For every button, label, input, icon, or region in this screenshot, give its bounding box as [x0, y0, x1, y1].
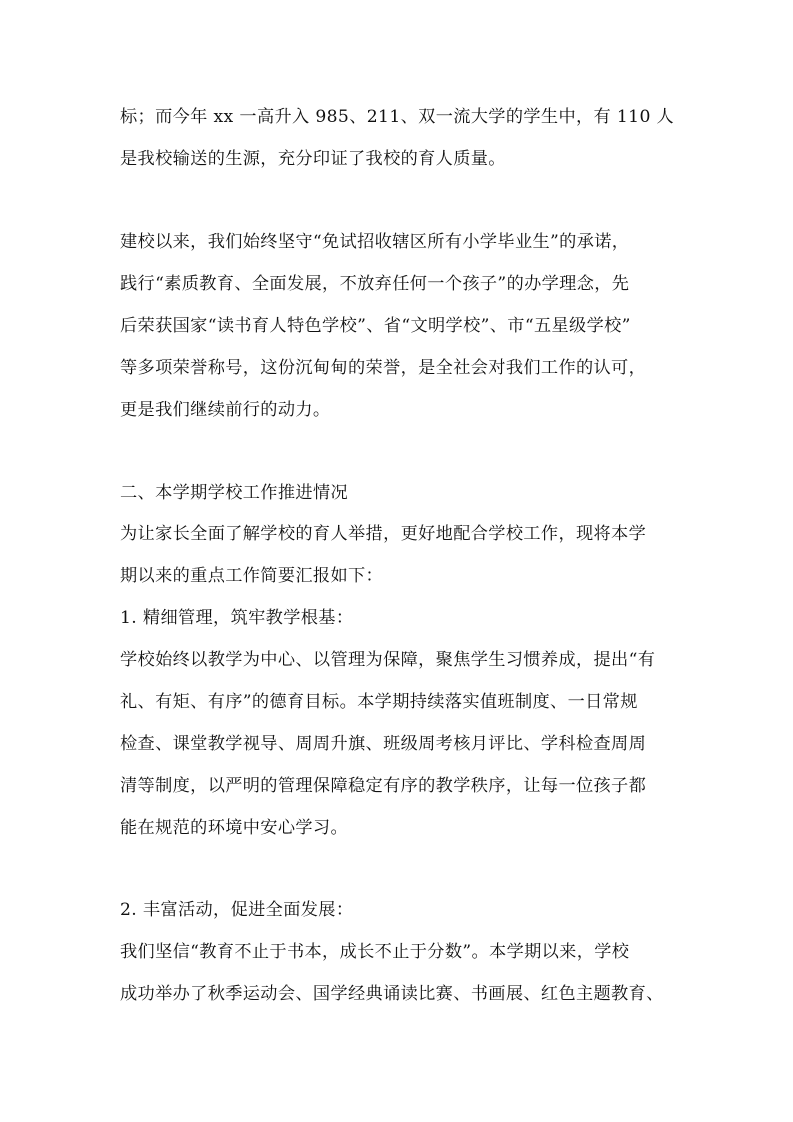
text-line: 建校以来，我们始终坚守“免试招收辖区所有小学毕业生”的承诺， — [120, 232, 630, 252]
subheading: 1. 精细管理，筑牢教学根基： — [120, 608, 354, 628]
text-line: 我们坚信“教育不止于书本，成长不止于分数”。本学期以来，学校 — [120, 942, 630, 962]
text-line: 为让家长全面了解学校的育人举措，更好地配合学校工作，现将本学 — [120, 524, 647, 544]
section-heading: 二、本学期学校工作推进情况 — [120, 483, 348, 503]
text-line: 等多项荣誉称号，这份沉甸甸的荣誉，是全社会对我们工作的认可， — [120, 358, 647, 378]
text-line: 学校始终以教学为中心、以管理为保障，聚焦学生习惯养成，提出“有 — [120, 650, 656, 670]
text-line: 能在规范的环境中安心学习。 — [120, 818, 348, 838]
text-line: 检查、课堂教学视导、周周升旗、班级周考核月评比、学科检查周周 — [120, 734, 647, 754]
text-line: 清等制度，以严明的管理保障稳定有序的教学秩序，让每一位孩子都 — [120, 776, 647, 796]
subheading: 2. 丰富活动，促进全面发展： — [120, 900, 354, 920]
text-line: 更是我们继续前行的动力。 — [120, 400, 331, 420]
text-line: 是我校输送的生源，充分印证了我校的育人质量。 — [120, 149, 506, 169]
text-line: 标；而今年 xx 一高升入 985、211、双一流大学的学生中，有 110 人 — [120, 107, 675, 127]
text-line: 礼、有矩、有序”的德育目标。本学期持续落实值班制度、一日常规 — [120, 692, 638, 712]
text-line: 践行“素质教育、全面发展，不放弃任何一个孩子”的办学理念，先 — [120, 274, 630, 294]
text-line: 期以来的重点工作简要汇报如下： — [120, 566, 384, 586]
text-line: 成功举办了秋季运动会、国学经典诵读比赛、书画展、红色主题教育、 — [120, 984, 664, 1004]
text-line: 后荣获国家“读书育人特色学校”、省“文明学校”、市“五星级学校” — [120, 316, 631, 336]
